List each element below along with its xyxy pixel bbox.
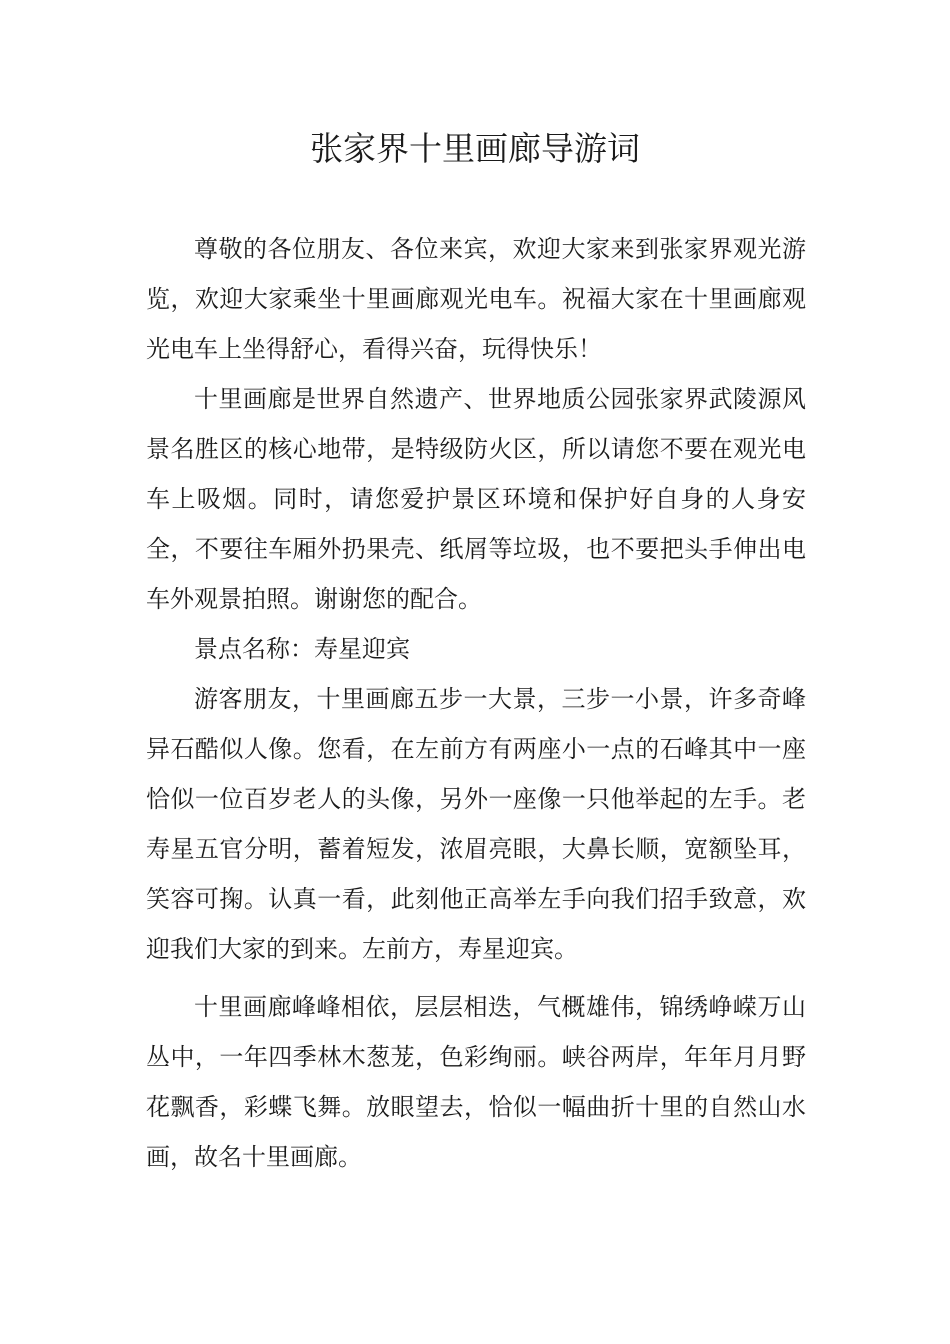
paragraph-welcome: 尊敬的各位朋友、各位来宾，欢迎大家来到张家界观光游览，欢迎大家乘坐十里画廊观光电车。祝福大家在十里画廊观光电车上坐得舒心，看得兴奋，玩得快乐！ [146,235,806,363]
paragraph-safety-notice: 十里画廊是世界自然遗产、世界地质公园张家界武陵源风景名胜区的核心地带，是特级防火区，所以请您不要在观光电车上吸烟。同时，请您爱护景区环境和保护好自身的人身安全，不要往车厢外扔果壳、纸屑等垃圾，也不要把头手伸出电车外观景拍照。谢谢您的配合。 [146,385,806,613]
document-body [146,224,806,1182]
document-title: 张家界十里画廊导游词 [310,129,640,168]
paragraph-gallery-description: 十里画廊峰峰相依，层层相迭，气概雄伟，锦绣峥嵘万山丛中，一年四季林木葱茏，色彩绚丽。峡谷两岸，年年月月野花飘香，彩蝶飞舞。放眼望去，恰似一幅曲折十里的自然山水画，故名十里画廊。 [146,993,806,1171]
paragraph-shouxing-description: 游客朋友，十里画廊五步一大景，三步一小景，许多奇峰异石酷似人像。您看，在左前方有两座小一点的石峰其中一座恰似一位百岁老人的头像，另外一座像一只他举起的左手。老寿星五官分明，蓄着短发，浓眉亮眼，大鼻长顺，宽额坠耳，笑容可掬。认真一看，此刻他正高举左手向我们招手致意，欢迎我们大家的到来。左前方，寿星迎宾。 [146,685,806,963]
paragraph-scenic-spot-name: 景点名称：寿星迎宾 [194,635,410,663]
